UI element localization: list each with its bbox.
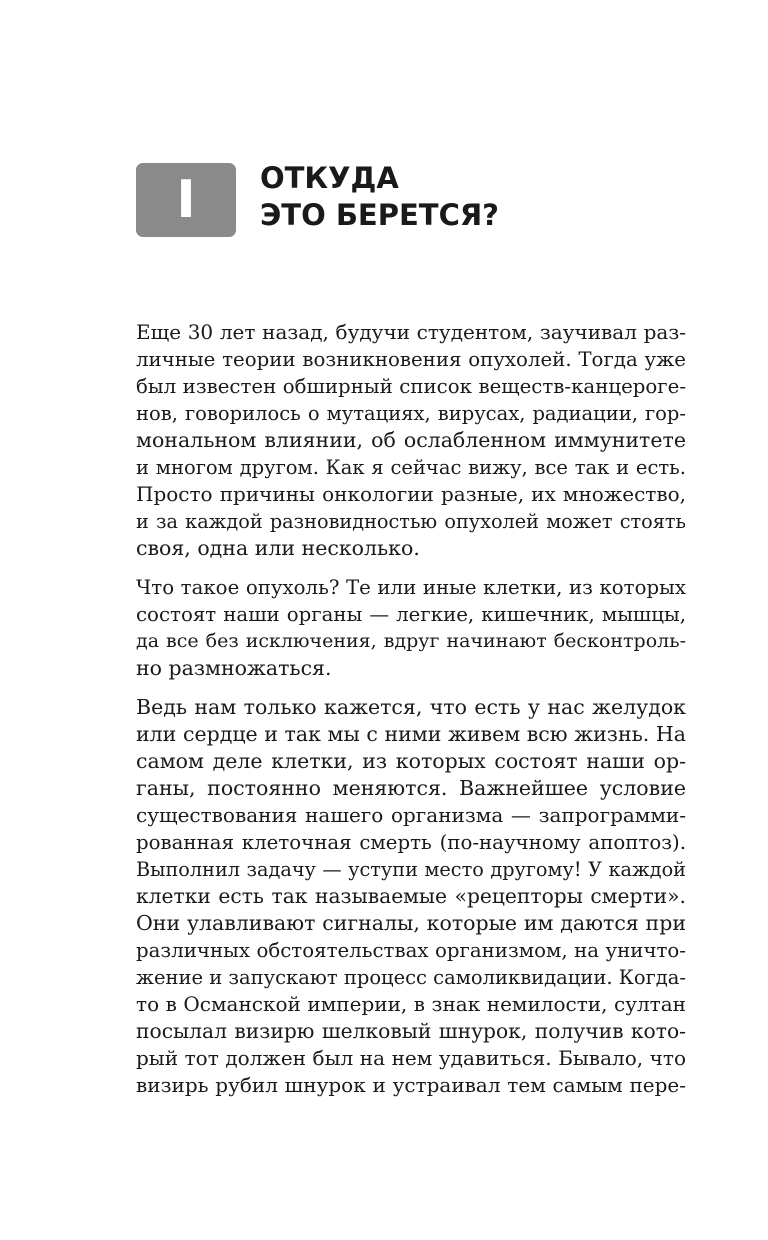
text-line: мональном влиянии, об ослабленном иммунитете [136,428,686,452]
paragraph [136,574,686,682]
text-line: клетки есть так называемые «рецепторы смерти». [136,884,686,908]
text-line: нов, говорилось о мутациях, вирусах, радиации, гор- [136,402,686,425]
text-line: Они улавливают сигналы, которые им даются при [136,911,686,935]
text-line: и за каждой разновидностью опухолей может стоять [136,510,686,533]
chapter-number-badge [136,163,236,237]
chapter-number: I [176,170,196,230]
text-line: различных обстоятельствах организмом, на уничто- [136,939,686,962]
text-line: да все без исключения, вдруг начинают бесконтроль- [136,630,686,652]
text-line: то в Османской империи, в знак немилости, султан [136,992,686,1016]
text-line: или сердце и так мы с ними живем всю жизнь. На [136,722,686,746]
text-line: жение и запускают процесс самоликвидации. Когда- [136,966,686,989]
chapter-title [260,160,499,234]
body-text [136,319,686,1111]
paragraph [136,319,686,562]
text-line: визирь рубил шнурок и устраивал тем самым пере- [136,1073,686,1097]
text-line: Что такое опухоль? Те или иные клетки, из которых [136,576,686,599]
text-line: и многом другом. Как я сейчас вижу, все так и есть. [136,456,686,479]
text-line: своя, одна или несколько. [136,536,420,560]
text-line: был известен обширный список веществ-канцероге- [136,375,686,398]
text-line: Выполнил задачу — уступи место другому! У каждой [136,858,686,881]
text-line: рованная клеточная смерть (по-научному апоптоз). [136,831,686,854]
text-line: Еще 30 лет назад, будучи студентом, заучивал раз- [136,320,686,344]
chapter-title-line-2: ЭТО БЕРЕТСЯ? [260,198,500,232]
text-line: существования нашего организма — запрограмми- [136,803,686,827]
text-line: посылал визирю шелковый шнурок, получив кото- [136,1019,686,1043]
text-line: Ведь нам только кажется, что есть у нас желудок [136,695,686,719]
text-line: самом деле клетки, из которых состоят наши ор- [136,749,686,773]
text-line: состоят наши органы — легкие, кишечник, мышцы, [136,603,686,626]
text-line: ганы, постоянно меняются. Важнейшее условие [136,776,686,800]
text-line: Просто причины онкологии разные, их множество, [136,482,686,506]
paragraph [136,694,686,1099]
chapter-title-line-1: ОТКУДА [260,161,399,195]
text-line: но размножаться. [136,656,332,680]
text-line: рый тот должен был на нем удавиться. Бывало, что [136,1046,686,1070]
text-line: личные теории возникновения опухолей. Тогда уже [136,348,686,371]
